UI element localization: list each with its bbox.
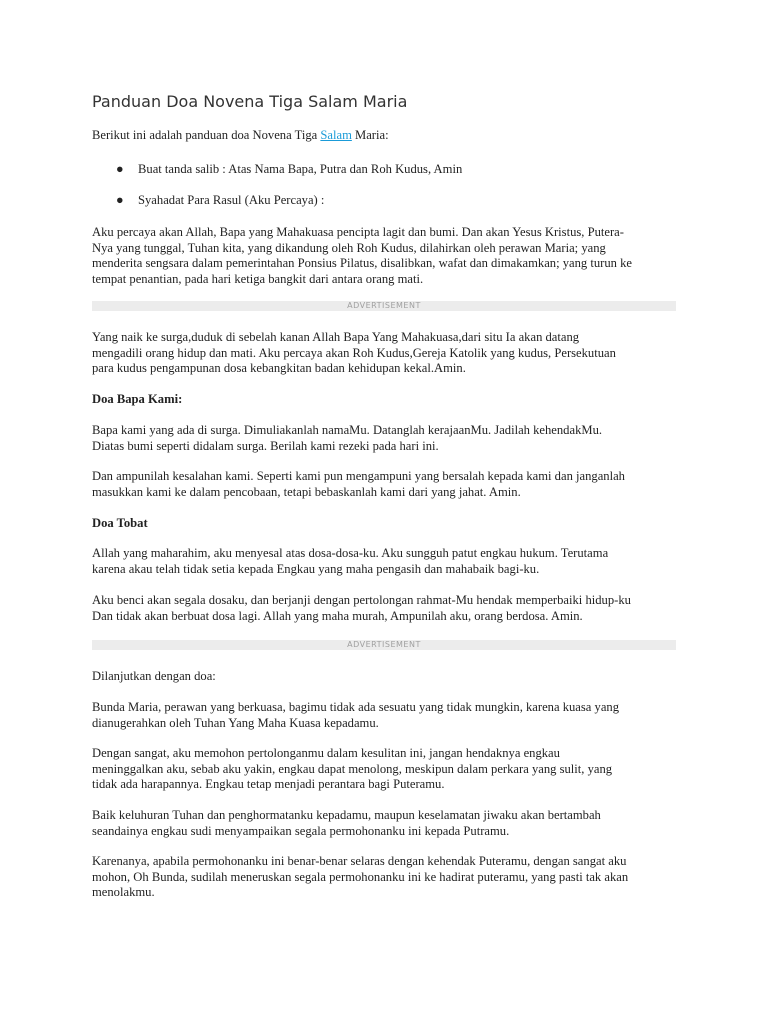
text-line: para kudus pengampunan dosa kebangkitan badan kehidupan kekal.Amin. <box>92 361 466 376</box>
text-line: mengadili orang hidup dan mati. Aku percaya akan Roh Kudus,Gereja Katolik yang kudus, Persekutuan <box>92 345 616 360</box>
intro-text-end: Maria: <box>351 128 389 142</box>
text-line: tempat penantian, pada hari ketiga bangkit dari antara orang mati. <box>92 271 424 286</box>
text-line: Aku benci akan segala dosaku, dan berjanji dengan pertolongan rahmat-Mu hendak memperbaiki hidup-ku <box>92 593 631 607</box>
creed-paragraph-1 <box>92 225 676 287</box>
text-line: Dengan sangat, aku memohon pertolonganmu dalam kesulitan ini, jangan hendaknya engkau <box>92 746 560 760</box>
bapa-kami-paragraph-1 <box>92 423 676 454</box>
creed-paragraph-2 <box>92 330 676 377</box>
bapa-kami-heading: Doa Bapa Kami: <box>92 392 183 406</box>
list-item: Buat tanda salib : Atas Nama Bapa, Putra dan Roh Kudus, Amin <box>138 162 463 176</box>
text-line: Aku percaya akan Allah, Bapa yang Mahakuasa pencipta lagit dan bumi. Dan akan Yesus Kristus, Putera- <box>92 225 624 239</box>
text-line: Baik keluhuran Tuhan dan penghormatanku kepadamu, maupun keselamatan jiwaku akan bertambah <box>92 808 601 822</box>
tobat-heading: Doa Tobat <box>92 516 148 530</box>
text-line: menderita sengsara dalam pemerintahan Ponsius Pilatus, disalibkan, wafat dan dimakamkan; yang turun ke <box>92 256 632 271</box>
text-line: tidak ada harapannya. Engkau tetap menjadi perantara bagi Puteramu. <box>92 777 445 792</box>
text-line: menolakmu. <box>92 885 155 900</box>
text-line: karena akau telah tidak setia kepada Engkau yang maha pengasih dan mahabaik bagi-ku. <box>92 561 540 576</box>
bunda-paragraph-4 <box>92 854 676 901</box>
bunda-paragraph-3 <box>92 808 676 839</box>
text-line: dianugerahkan oleh Tuhan Yang Maha Kuasa kepadamu. <box>92 715 379 730</box>
intro-paragraph <box>92 128 389 144</box>
tobat-paragraph-2 <box>92 593 676 624</box>
text-line: Yang naik ke surga,duduk di sebelah kanan Allah Bapa Yang Mahakuasa,dari situ Ia akan datang <box>92 330 580 344</box>
tobat-paragraph-1 <box>92 546 676 577</box>
text-line: Diatas bumi seperti didalam surga. Berilah kami rezeki pada hari ini. <box>92 438 439 453</box>
salam-link[interactable]: Salam <box>320 128 352 142</box>
page-title: Panduan Doa Novena Tiga Salam Maria <box>92 92 408 111</box>
bullet-dot-icon: ● <box>116 193 124 207</box>
text-line: Karenanya, apabila permohonanku ini benar-benar selaras dengan kehendak Puteramu, dengan sangat aku <box>92 854 627 868</box>
continued-text: Dilanjutkan dengan doa: <box>92 669 216 683</box>
text-line: meninggalkan aku, sebab aku yakin, engkau dapat menolong, meskipun dalam perkara yang sulit, yang <box>92 761 613 776</box>
advertisement-banner: ADVERTISEMENT <box>92 301 676 311</box>
text-line: mohon, Oh Bunda, sudilah meneruskan segala permohonanku ini ke hadirat puteramu, yang pasti tak akan <box>92 869 629 884</box>
bunda-paragraph-2 <box>92 746 676 793</box>
text-line: masukkan kami ke dalam pencobaan, tetapi bebaskanlah kami dari yang jahat. Amin. <box>92 484 521 499</box>
text-line: Nya yang tunggal, Tuhan kita, yang dikandung oleh Roh Kudus, dilahirkan oleh perawan Maria; yang <box>92 240 606 255</box>
text-line: Dan ampunilah kesalahan kami. Seperti kami pun mengampuni yang bersalah kepada kami dan janganlah <box>92 469 625 483</box>
text-line: Allah yang maharahim, aku menyesal atas dosa-dosa-ku. Aku sungguh patut engkau hukum. Terutama <box>92 546 609 560</box>
bapa-kami-paragraph-2 <box>92 469 676 500</box>
bunda-paragraph-1 <box>92 700 676 731</box>
list-item: Syahadat Para Rasul (Aku Percaya) : <box>138 193 325 207</box>
text-line: Dan tidak akan berbuat dosa lagi. Allah yang maha murah, Ampunilah aku, orang berdosa. Amin. <box>92 608 583 623</box>
text-line: seandainya engkau sudi menyampaikan segala permohonanku ini kepada Putramu. <box>92 823 510 838</box>
bullet-dot-icon: ● <box>116 162 124 176</box>
advertisement-banner: ADVERTISEMENT <box>92 640 676 650</box>
text-line: Bunda Maria, perawan yang berkuasa, bagimu tidak ada sesuatu yang tidak mungkin, karena kuasa yang <box>92 700 620 714</box>
intro-text: Berikut ini adalah panduan doa Novena Tiga <box>92 128 321 142</box>
text-line: Bapa kami yang ada di surga. Dimuliakanlah namaMu. Datanglah kerajaanMu. Jadilah kehendakMu. <box>92 423 603 437</box>
